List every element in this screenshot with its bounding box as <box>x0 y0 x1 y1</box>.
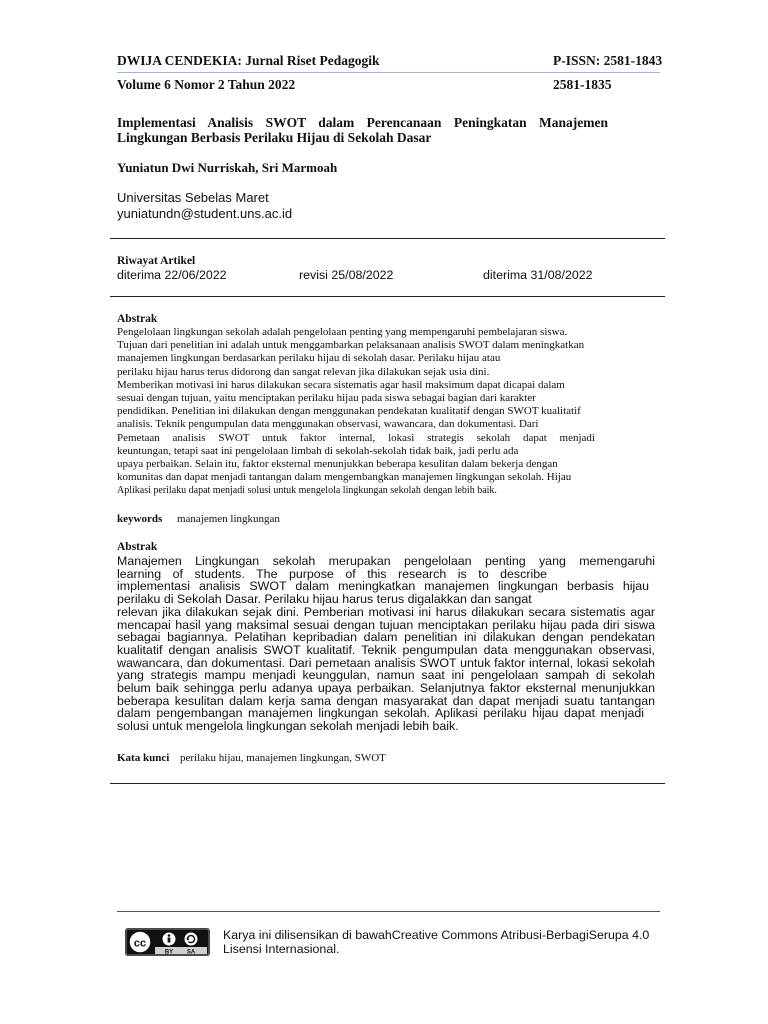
abstract-line: keuntungan, tetapi saat ini pengelolaan limbah di sekolah-sekolah tidak baik, jadi perlu ada <box>117 444 519 457</box>
accepted-date: diterima 31/08/2022 <box>483 268 593 282</box>
abstract-label: Abstrak <box>117 313 158 325</box>
section-divider <box>110 296 665 297</box>
abstract-line: Tujuan dari penelitian ini adalah untuk menggambarkan pelaksanaan analisis SWOT dalam meningkatkan <box>117 339 585 352</box>
abstract-line: relevan jika dilakukan sejak dini. Pemberian motivasi ini harus dilakukan secara sistematis agar <box>117 604 655 619</box>
article-title <box>117 115 608 145</box>
header-divider <box>117 72 660 73</box>
license-line: Karya ini dilisensikan di bawahCreative Commons Atribusi-BerbagiSerupa 4.0 <box>223 928 650 942</box>
abstract-line: mencapai hasil yang maksimal sesuai dengan tujuan menciptakan perilaku hijau pada diri siswa <box>117 617 655 632</box>
section-divider <box>110 238 665 239</box>
print-issn: P-ISSN: 2581-1843 <box>553 53 663 68</box>
abstract-line: learning of students. The purpose of this research is to describe <box>117 566 547 581</box>
abstract-line: yang strategis mampu menjadi keunggulan, namun saat ini pengelolaan sampah di sekolah <box>117 668 655 683</box>
abstract-line: Pengelolaan lingkungan sekolah adalah pengelolaan penting yang mempengaruhi pembelajaran siswa. <box>117 326 568 338</box>
author-email: yuniatundn@student.uns.ac.id <box>117 206 293 221</box>
keywords-label: Kata kunci <box>117 752 170 764</box>
cc-badge-graphic <box>125 928 210 956</box>
journal-name: DWIJA CENDEKIA: Jurnal Riset Pedagogik <box>117 53 380 68</box>
abstract-line: pendidikan. Penelitian ini dilakukan dengan menggunakan pendekatan kualitatif dengan SWOT kualitatif <box>117 405 581 418</box>
share-alike-icon <box>184 932 198 946</box>
abstract-body <box>117 555 655 733</box>
section-divider <box>110 783 665 784</box>
abstract-line: solusi untuk mengelola lingkungan sekolah menjadi lebih baik. <box>117 719 459 734</box>
abstract-line: sebagai bagiannya. Pelatihan kepribadian dalam penelitian ini dilakukan dengan pendekatan <box>117 630 655 645</box>
abstract-line: manajemen lingkungan berdasarkan perilaku hijau di sekolah dasar. Perilaku hijau atau <box>117 352 501 365</box>
abstract-line: Pemetaan analisis SWOT untuk faktor internal, lokasi strategis sekolah dapat menjadi <box>117 431 595 444</box>
abstract-body <box>117 326 637 498</box>
volume-info: Volume 6 Nomor 2 Tahun 2022 <box>117 77 296 92</box>
abstract-label: Abstrak <box>117 541 158 553</box>
license-text <box>223 928 649 956</box>
keywords-label: keywords <box>117 513 163 525</box>
abstract-line: analisis. Teknik pengumpulan data menggunakan observasi, wawancara, dan dokumentasi. Dari <box>117 418 539 431</box>
keywords-value: perilaku hijau, manajemen lingkungan, SWOT <box>180 752 386 764</box>
revised-date: revisi 25/08/2022 <box>299 268 394 282</box>
abstract-line: wawancara, dan dokumentasi. Dari pemetaan analisis SWOT untuk faktor internal, lokasi sekolah <box>117 655 655 670</box>
keywords-value: manajemen lingkungan <box>176 513 280 525</box>
abstract-line: komunitas dan dapat menjadi tantangan dalam mengembangkan manajemen lingkungan sekolah. Hijau <box>117 471 572 484</box>
abstract-line: sesuai dengan tujuan, yaitu menciptakan perilaku hijau pada siswa sebagai bagian dari karakter <box>117 392 536 405</box>
abstract-line: beberapa kesulitan dalam kerja sama dengan masyarakat dan dapat menjadi suatu tantangan <box>117 693 655 708</box>
abstract-line: dalam pengembangan manajemen lingkungan sekolah. Aplikasi perilaku hijau dapat menjadi <box>117 706 644 721</box>
abstract-line: belum baik sehingga perlu adanya upaya perbaikan. Selanjutnya faktor eksternal menunjukkan <box>117 681 655 696</box>
cc-by-sa-license-badge[interactable] <box>125 928 210 956</box>
received-date: diterima 22/06/2022 <box>117 268 227 282</box>
abstract-line: Memberikan motivasi ini harus dilakukan secara sistematis agar hasil maksimum dapat dicapai dalam <box>117 378 565 391</box>
sa-text: SA <box>186 949 196 956</box>
title-line: Implementasi Analisis SWOT dalam Perencanaan Peningkatan Manajemen <box>117 115 608 130</box>
title-line: Lingkungan Berbasis Perilaku Hijau di Sekolah Dasar <box>117 130 432 145</box>
abstract-line: upaya perbaikan. Selain itu, faktor eksternal menunjukkan beberapa kesulitan dalam bekerja dengan <box>117 458 558 471</box>
by-text: BY <box>164 949 174 956</box>
license-line: Lisensi Internasional. <box>223 942 340 956</box>
electronic-issn: 2581-1835 <box>553 77 612 92</box>
abstract-line: Aplikasi perilaku dapat menjadi solusi untuk mengelola lingkungan sekolah dengan lebih baik. <box>117 485 497 497</box>
abstract-line: kualitatif dengan analisis SWOT kualitatif. Teknik pengumpulan data menggunakan observasi, <box>117 642 655 657</box>
cc-text: cc <box>133 937 147 950</box>
authors: Yuniatun Dwi Nurriskah, Sri Marmoah <box>117 160 338 175</box>
abstract-line: implementasi analisis SWOT dalam meningkatkan manajemen lingkungan berbasis hijau <box>117 579 649 594</box>
affiliation: Universitas Sebelas Maret <box>117 190 269 205</box>
abstract-line: perilaku di Sekolah Dasar. Perilaku hijau harus terus digalakkan dan sangat <box>117 592 532 607</box>
abstract-line: Manajemen Lingkungan sekolah merupakan pengelolaan penting yang memengaruhi <box>117 554 655 568</box>
history-label: Riwayat Artikel <box>117 255 196 267</box>
keywords-row <box>117 513 280 525</box>
keywords-row <box>117 752 386 764</box>
footer-divider <box>117 911 660 912</box>
abstract-line: perilaku hijau harus terus didorong dan sangat relevan jika dilakukan sejak usia dini. <box>117 365 490 378</box>
